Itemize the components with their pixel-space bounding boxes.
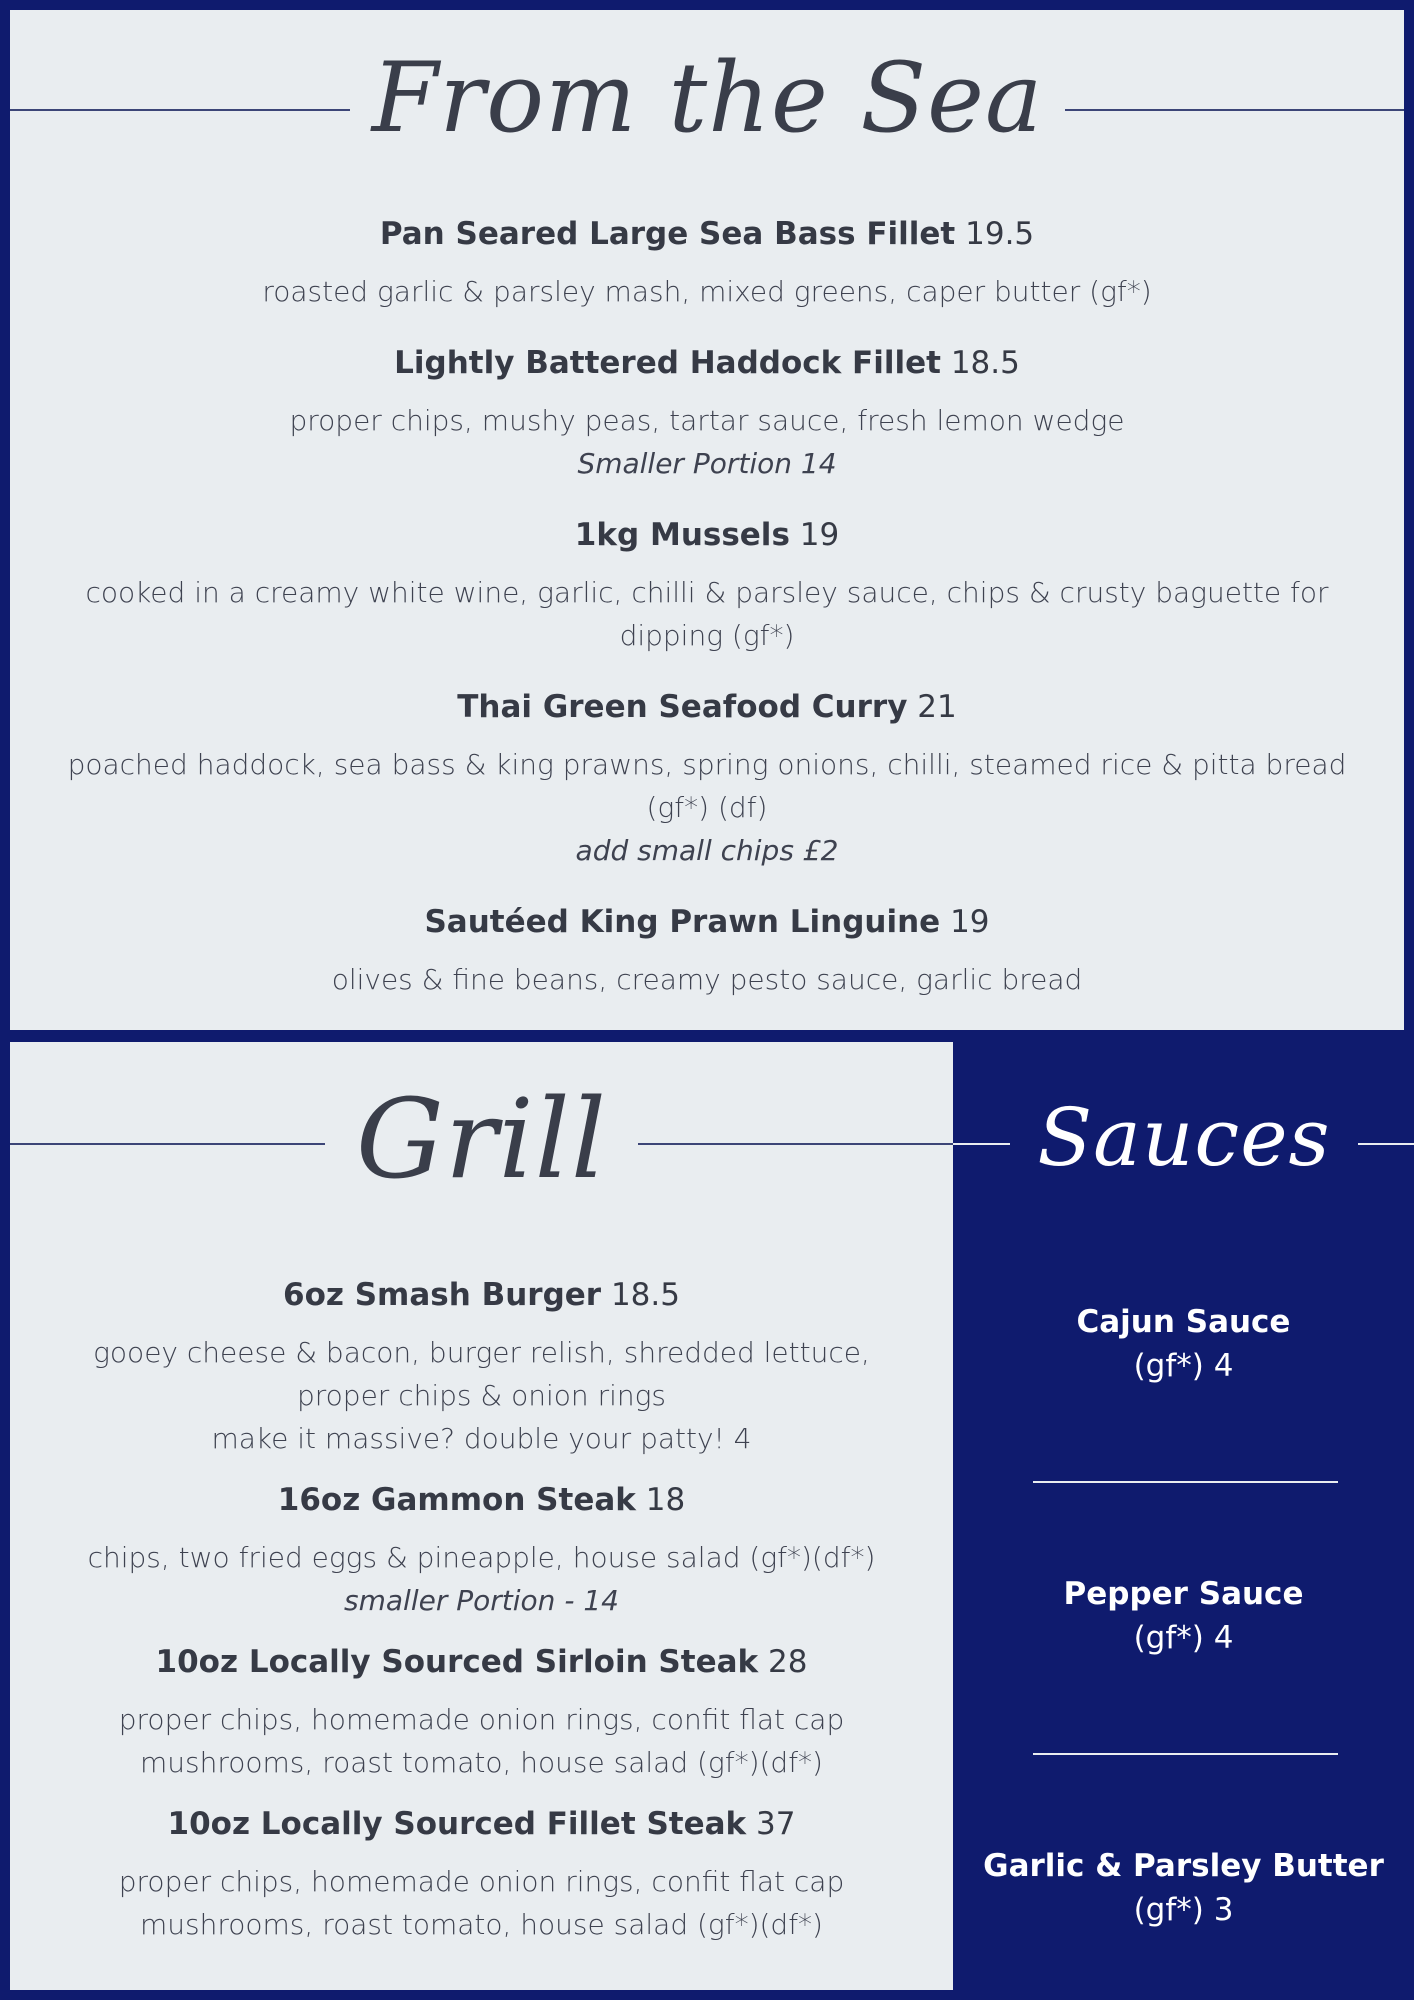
item-description: chips, two fried eggs & pineapple, house salad (gf*)(df*): [87, 1541, 876, 1574]
title-rule-left: [953, 1143, 1010, 1145]
menu-item: [10, 902, 1404, 1001]
item-price: 18.5: [610, 1277, 680, 1313]
item-description: poached haddock, sea bass & king prawns, spring onions, chilli, steamed rice & pitta bread (gf*) (df): [67, 748, 1347, 824]
item-description: gooey cheese & bacon, burger relish, shredded lettuce, proper chips & onion rings: [93, 1336, 870, 1412]
title-rule-left: [10, 109, 350, 111]
menu-item: [50, 1804, 913, 1946]
from-the-sea-section: [10, 10, 1404, 1030]
title-rule-left: [10, 1143, 325, 1145]
item-price: 19.5: [965, 216, 1035, 252]
sauce-item: [953, 1844, 1414, 1932]
item-price: 18: [645, 1482, 686, 1518]
item-name: 10oz Locally Sourced Sirloin Steak: [155, 1644, 759, 1680]
section-title: Sauces: [1037, 1091, 1331, 1184]
item-description: olives & fine beans, creamy pesto sauce, garlic bread: [331, 963, 1083, 996]
item-description: roasted garlic & parsley mash, mixed greens, caper butter (gf*): [262, 275, 1152, 308]
menu-item: [50, 1275, 913, 1460]
title-rule-right: [1065, 109, 1404, 111]
item-price: 37: [756, 1806, 796, 1842]
sauces-section: [953, 1042, 1414, 1990]
sauce-divider: [1033, 1753, 1338, 1755]
item-description: proper chips, homemade onion rings, confit flat cap mushrooms, roast tomato, house salad (gf*)(df*): [118, 1865, 845, 1941]
item-note: smaller Portion - 14: [344, 1584, 619, 1617]
item-description: cooked in a creamy white wine, garlic, chilli & parsley sauce, chips & crusty baguette for dipping (gf*): [85, 576, 1329, 652]
item-name: Lightly Battered Haddock Fillet: [394, 345, 941, 381]
item-price: 21: [917, 689, 957, 725]
item-name: 10oz Locally Sourced Fillet Steak: [167, 1806, 747, 1842]
section-title: From the Sea: [371, 42, 1044, 154]
sauce-name: Garlic & Parsley Butter: [983, 1848, 1384, 1884]
item-price: 19: [799, 517, 840, 553]
item-description: proper chips, mushy peas, tartar sauce, fresh lemon wedge: [289, 404, 1125, 437]
menu-item: [10, 343, 1404, 485]
menu-item: [10, 515, 1404, 657]
item-price: 18.5: [950, 345, 1020, 381]
sauce-name: Cajun Sauce: [1076, 1304, 1291, 1340]
item-name: 16oz Gammon Steak: [277, 1482, 636, 1518]
title-rule-right: [1358, 1143, 1414, 1145]
title-rule-right: [638, 1143, 953, 1145]
menu-item: [50, 1480, 913, 1622]
item-name: Sautéed King Prawn Linguine: [424, 904, 941, 940]
menu-item: [10, 214, 1404, 313]
sauce-tag: (gf*) 4: [1133, 1348, 1234, 1384]
item-name: Thai Green Seafood Curry: [457, 689, 908, 725]
item-note: Smaller Portion 14: [577, 447, 837, 480]
sauce-name: Pepper Sauce: [1063, 1576, 1304, 1612]
sauce-divider: [1033, 1481, 1338, 1483]
section-title: Grill: [356, 1075, 607, 1203]
menu-item: [10, 687, 1404, 872]
sauce-item: [953, 1300, 1414, 1388]
grill-section: [10, 1042, 953, 1990]
item-price: 19: [950, 904, 990, 940]
item-description: proper chips, homemade onion rings, confit flat cap mushrooms, roast tomato, house salad (gf*)(df*): [118, 1703, 845, 1779]
item-name: 1kg Mussels: [574, 517, 790, 553]
menu-item: [50, 1642, 913, 1784]
sauce-item: [953, 1572, 1414, 1660]
sauce-tag: (gf*) 4: [1133, 1620, 1234, 1656]
item-name: Pan Seared Large Sea Bass Fillet: [379, 216, 956, 252]
sauce-tag: (gf*) 3: [1133, 1892, 1234, 1928]
item-note: make it massive? double your patty! 4: [211, 1422, 752, 1455]
item-note: add small chips £2: [575, 834, 839, 867]
item-price: 28: [768, 1644, 808, 1680]
item-name: 6oz Smash Burger: [283, 1277, 602, 1313]
